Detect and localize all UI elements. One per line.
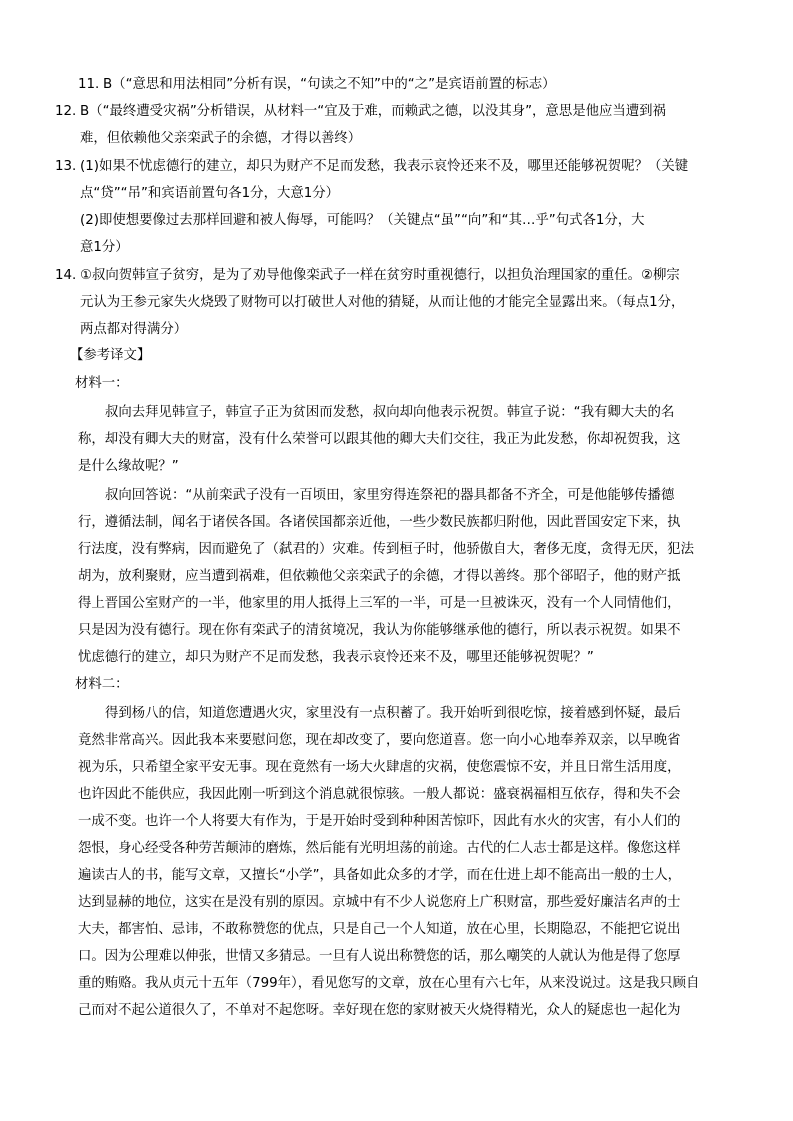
item-text-line: 两点都对得满分）: [80, 322, 188, 337]
paragraph-line: 胡为，放利聚财，应当遭到祸难，但依赖他父亲栾武子的余德，才得以善终。那个郤昭子，他的财产抵: [78, 569, 681, 584]
paragraph-line: 怨恨，身心经受各种劳苦颠沛的磨炼，然后能有光明坦荡的前途。古代的仁人志士都是这样。像您这样: [78, 841, 681, 856]
paragraph-line: 己而对不起公道很久了，不单对不起您呀。幸好现在您的家财被天火烧得精光，众人的疑虑也一起化为: [78, 1003, 681, 1018]
item-text-line: 点“贷”“吊”和宾语前置句各1分，大意1分）: [80, 186, 340, 201]
item-text-line: 意1分）: [80, 240, 129, 255]
paragraph-line: 忧虑德行的建立，却只为财产不足而发愁，我表示哀怜还来不及，哪里还能够祝贺呢？”: [78, 650, 594, 665]
item-text-line: B（“最终遭受灾祸”分析错误，从材料一“宜及于难，而赖武之德，以没其身”，意思是他应当遭到祸: [80, 104, 666, 119]
paragraph-line: 行法度，没有弊病，因而避免了（弑君的）灾难。传到桓子时，他骄傲自大，奢侈无度，贪得无厌，犯法: [78, 542, 694, 557]
material-1-label: 材料一：: [75, 376, 129, 391]
paragraph-line: 叔向回答说：“从前栾武子没有一百顷田，家里穷得连祭祀的器具都备不齐全，可是他能够传播德: [105, 488, 675, 503]
paragraph-line: 重的贿赂。我从贞元十五年（799年），看见您写的文章，放在心里有六七年，从来没说过。这是我只顾自: [78, 976, 700, 991]
paragraph-line: 一成不变。也许一个人将要大有作为，于是开始时受到种种困苦惊吓，因此有水火的灾害，有小人们的: [78, 814, 681, 829]
item-number: 12.: [55, 104, 77, 119]
item-number: 11.: [78, 77, 100, 92]
paragraph-line: 只是因为没有德行。现在你有栾武子的清贫境况，我认为你能够继承他的德行，所以表示祝贺。如果不: [78, 623, 681, 638]
item-text-line: (2)即使想要像过去那样回避和被人侮辱，可能吗？（关键点“虽”“向”和“其…乎”句式各1分，大: [80, 213, 645, 228]
paragraph-line: 称，却没有卿大夫的财富，没有什么荣誉可以跟其他的卿大夫们交往，我正为此发愁，你却祝贺我，这: [78, 432, 681, 447]
paragraph-line: 遍读古人的书，能写文章，又擅长“小学”，具备如此众多的才学，而在仕进上却不能高出一般的士人，: [78, 868, 682, 883]
paragraph-line: 竟然非常高兴。因此我本来要慰问您，现在却改变了，要向您道喜。您一向小心地奉养双亲，以早晚省: [78, 733, 681, 748]
item-text-line: 难，但依赖他父亲栾武子的余德，才得以善终）: [80, 131, 362, 146]
paragraph-line: 是什么缘故呢？”: [78, 459, 179, 474]
paragraph-line: 也许因此不能供应，我因此刚一听到这个消息就很惊骇。一般人都说：盛衰祸福相互依存，得和失不会: [78, 787, 681, 802]
paragraph-line: 叔向去拜见韩宣子，韩宣子正为贫困而发愁，叔向却向他表示祝贺。韩宣子说：“我有卿大夫的名: [105, 405, 675, 420]
item-text-line: (1)如果不忧虑德行的建立，却只为财产不足而发愁，我表示哀怜还来不及，哪里还能够祝贺呢？（关键: [80, 159, 689, 174]
paragraph-line: 得到杨八的信，知道您遭遇火灾，家里没有一点积蓄了。我开始听到很吃惊，接着感到怀疑，最后: [105, 706, 681, 721]
paragraph-line: 大夫，都害怕、忌讳，不敢称赞您的优点，只是自己一个人知道，放在心里，长期隐忍，不能把它说出: [78, 922, 681, 937]
paragraph-line: 口。因为公理难以伸张，世情又多猜忌。一旦有人说出称赞您的话，那么嘲笑的人就认为他是得了您厚: [78, 949, 681, 964]
paragraph-line: 行，遵循法制，闻名于诸侯各国。各诸侯国都亲近他，一些少数民族都归附他，因此晋国安定下来，执: [78, 515, 681, 530]
paragraph-line: 达到显赫的地位，这实在是没有别的原因。京城中有不少人说您府上广积财富，那些爱好廉洁名声的士: [78, 895, 681, 910]
item-text-line: 元认为王参元家失火烧毁了财物可以打破世人对他的猜疑，从而让他的才能完全显露出来。（每点1分，: [80, 295, 685, 310]
item-number: 14.: [55, 268, 77, 283]
item-text-line: ①叔向贺韩宣子贫穷，是为了劝导他像栾武子一样在贫穷时重视德行，以担负治理国家的重任。②柳宗: [80, 268, 680, 283]
paragraph-line: 得上晋国公室财产的一半，他家里的用人抵得上三军的一半，可是一旦被诛灭，没有一个人同情他们，: [78, 596, 681, 611]
paragraph-line: 视为乐，只希望全家平安无事。现在竟然有一场大火肆虐的灾祸，使您震惊不安，并且日常生活用度，: [78, 760, 681, 775]
material-2-label: 材料二：: [75, 677, 129, 692]
item-text-line: B（“意思和用法相同”分析有误，“句读之不知”中的“之”是宾语前置的标志）: [103, 77, 556, 92]
item-number: 13.: [55, 159, 77, 174]
translation-heading: 【参考译文】: [70, 348, 151, 363]
